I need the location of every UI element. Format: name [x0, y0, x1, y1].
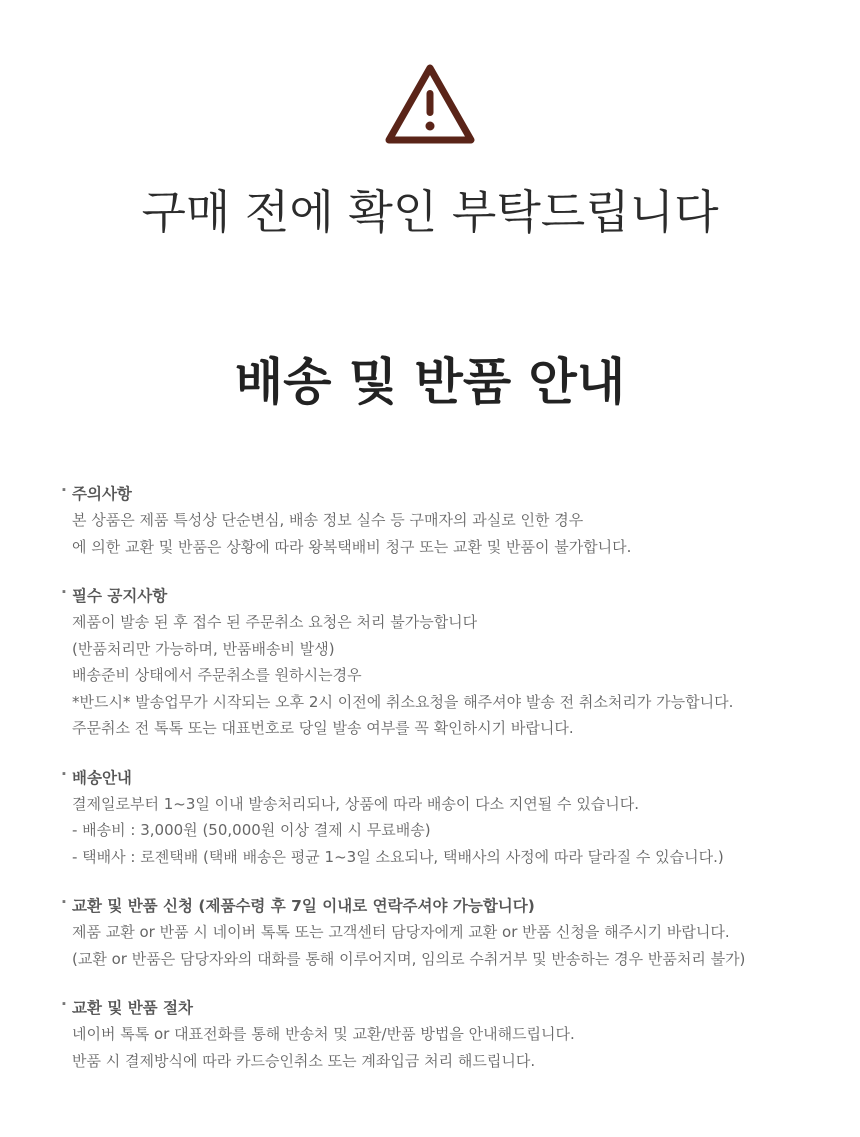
section-heading — [58, 481, 848, 507]
bullet-mark: · — [61, 764, 67, 783]
section-line: (반품처리만 가능하며, 반품배송비 발생) — [72, 639, 335, 658]
section-shipping-info — [58, 765, 848, 871]
bullet-mark: · — [61, 481, 67, 499]
section-line: 제품 교환 or 반품 시 네이버 톡톡 또는 고객센터 담당자에게 교환 or 반품 신청을 해주시기 바랍니다. — [72, 923, 730, 941]
page-subtitle: 배송 및 반품 안내 — [234, 353, 626, 411]
section-exchange-procedure — [58, 995, 848, 1074]
section-heading-text: 교환 및 반품 절차 — [72, 999, 194, 1017]
section-required-notice — [58, 583, 848, 742]
section-line: 제품이 발송 된 후 접수 된 주문취소 요청은 처리 불가능합니다 — [72, 613, 478, 631]
section-line: - 택배사 : 로젠택배 (택배 배송은 평균 1~3일 소요되나, 택배사의 사정에 따라 달라질 수 있습니다.) — [72, 847, 724, 866]
section-heading — [58, 995, 848, 1021]
section-exchange-request — [58, 893, 848, 972]
section-line: 본 상품은 제품 특성상 단순변심, 배송 정보 실수 등 구매자의 과실로 인한 경우 — [72, 511, 584, 529]
page-title: 구매 전에 확인 부탁드립니다 — [141, 185, 719, 239]
section-heading — [58, 583, 848, 609]
section-line: 에 의한 교환 및 반품은 상황에 따라 왕복택배비 청구 또는 교환 및 반품이 불가합니다. — [72, 537, 632, 556]
section-heading-text: 주의사항 — [72, 485, 132, 503]
section-line: 반품 시 결제방식에 따라 카드승인취소 또는 계좌입금 처리 해드립니다. — [72, 1051, 536, 1070]
notice-list — [58, 481, 848, 1097]
bullet-mark: · — [61, 893, 67, 911]
section-line: - 배송비 : 3,000원 (50,000원 이상 결제 시 무료배송) — [72, 821, 431, 839]
section-heading — [58, 765, 848, 791]
bullet-mark: · — [61, 583, 67, 601]
section-line: 결제일로부터 1~3일 이내 발송처리되나, 상품에 따라 배송이 다소 지연될 수 있습니다. — [72, 794, 640, 813]
section-caution — [58, 481, 848, 560]
section-heading-text: 필수 공지사항 — [72, 587, 168, 605]
bullet-mark: · — [61, 995, 67, 1013]
section-line: *반드시* 발송업무가 시작되는 오후 2시 이전에 취소요청을 해주셔야 발송 전 취소처리가 가능합니다. — [72, 692, 734, 711]
section-line: 네이버 톡톡 or 대표전화를 통해 반송처 및 교환/반품 방법을 안내해드립니다. — [72, 1025, 575, 1043]
section-line: 배송준비 상태에서 주문취소를 원하시는경우 — [72, 666, 362, 684]
warning-triangle-icon — [383, 62, 477, 146]
section-heading-text: 교환 및 반품 신청 (제품수령 후 7일 이내로 연락주셔야 가능합니다) — [72, 897, 535, 915]
section-line: 주문취소 전 톡톡 또는 대표번호로 당일 발송 여부를 꼭 확인하시기 바랍니다. — [72, 719, 574, 737]
section-heading — [58, 893, 848, 919]
section-heading-text: 배송안내 — [72, 768, 132, 787]
section-line: (교환 or 반품은 담당자와의 대화를 통해 이루어지며, 임의로 수취거부 및 반송하는 경우 반품처리 불가) — [72, 949, 746, 968]
